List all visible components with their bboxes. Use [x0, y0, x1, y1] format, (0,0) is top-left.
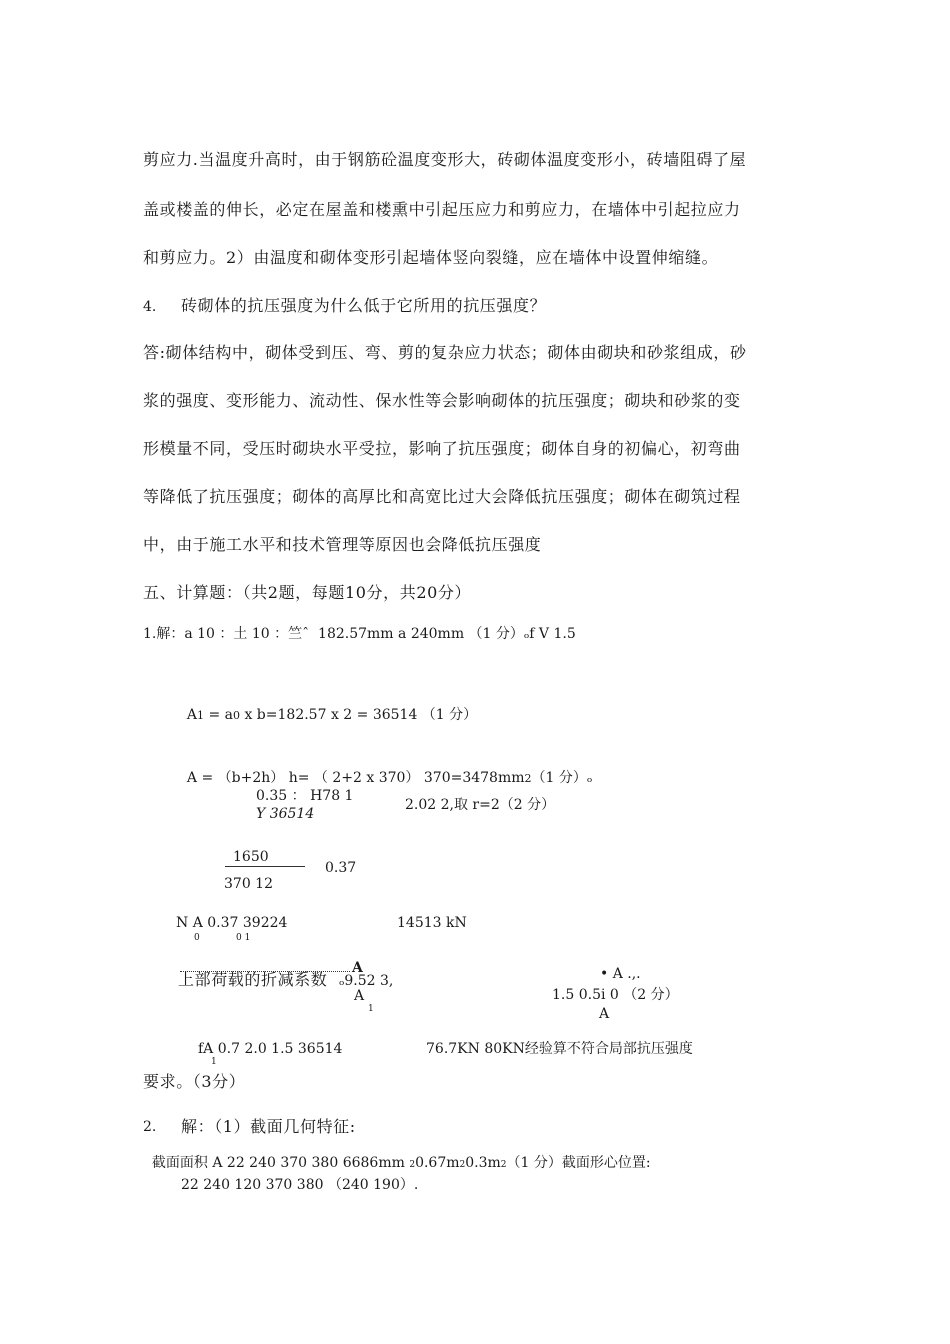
fraction-numerator: 1650: [233, 849, 269, 865]
formula-part: （1 分）ₒ: [531, 770, 593, 786]
calc-line: 1.解：a 10 ：土 10 ：竺ˆ 182.57mm a 240mm （1 分）ₒf V 1.5: [143, 626, 576, 642]
formula-part: 1.5 0.5i 0 （2 分）: [552, 987, 679, 1003]
formula-part: Y 36514: [256, 806, 315, 822]
subscript: 2: [409, 1160, 416, 1170]
formula-part: 14513 kN: [397, 915, 467, 931]
answer-line: 中，由于施工水平和技术管理等原因也会降低抗压强度: [143, 535, 542, 554]
text-line: 剪应力.当温度升高时，由于钢筋砼温度变形大，砖砌体温度变形小，砖墙阻碍了屋: [143, 150, 747, 169]
question-number: 2.: [143, 1119, 157, 1135]
question-number: 4.: [143, 299, 157, 315]
formula-part: fA 0.7 2.0 1.5 36514: [198, 1041, 343, 1057]
subscript: 0: [194, 933, 200, 943]
conclusion-tail: 要求。（3分）: [143, 1072, 246, 1091]
answer-line: 答:砌体结构中，砌体受到压、弯、剪的复杂应力状态；砌体由砌块和砂浆组成，砂: [143, 343, 747, 362]
answer-line: 形模量不同，受压时砌块水平受拉，影响了抗压强度；砌体自身的初偏心，初弯曲: [143, 439, 741, 458]
conclusion: 76.7KN 80KN经验算不符合局部抗压强度: [426, 1041, 693, 1057]
calc-line: [178, 757, 592, 785]
subscript: 2: [459, 1160, 466, 1170]
subscript: 0 1: [236, 933, 251, 943]
answer-line: 等降低了抗压强度；砌体的高厚比和高宽比过大会降低抗压强度；砌体在砌筑过程: [143, 487, 741, 506]
formula-part: （1 分）截面形心位置:: [506, 1155, 651, 1171]
formula-symbol: A: [352, 960, 363, 976]
subscript: 1: [368, 1004, 374, 1014]
formula-part: A: [186, 707, 198, 723]
calc-line: [143, 1142, 651, 1170]
text-line: 和剪应力。2）由温度和砌体变形引起墙体竖向裂缝，应在墙体中设置伸缩缝。: [143, 248, 719, 267]
answer-line: 浆的强度、变形能力、流动性、保水性等会影响砌体的抗压强度；砌块和砂浆的变: [143, 391, 741, 410]
formula-part: 2.02 2,取 r=2（2 分）: [405, 797, 556, 813]
formula-part: x b=182.57 x 2 = 36514 （1 分）: [240, 707, 478, 723]
fraction-denominator: 370 12: [224, 876, 273, 892]
fraction-result: 0.37: [325, 860, 357, 876]
formula-part: A = （b+2h） h= （ 2+2 x 370） 370=3478mm: [186, 770, 525, 786]
subscript: 0: [233, 709, 241, 722]
section-heading: 五、计算题：（共2题，每题10分，共20分）: [143, 583, 472, 602]
formula-part: 截面面积 A 22 240 370 380 6686mm: [151, 1155, 410, 1171]
formula-part: N A 0.37 39224: [176, 915, 288, 931]
subscript: 1: [197, 709, 205, 722]
subscript: 1: [211, 1057, 217, 1067]
formula-part: 0.67m: [415, 1155, 460, 1171]
formula-label: 上部荷载的折减系数: [178, 970, 328, 989]
question-text: 砖砌体的抗压强度为什么低于它所用的抗压强度？: [181, 296, 547, 315]
calc-line: 22 240 120 370 380 （240 190）.: [181, 1177, 419, 1193]
fraction-bar: [225, 866, 305, 867]
subscript: 2: [524, 772, 532, 785]
formula-part: ₒ9.52 3,: [339, 973, 394, 989]
formula-part: = a: [204, 707, 234, 723]
formula-symbol: A: [599, 1006, 610, 1022]
text-line: 盖或楼盖的伸长，必定在屋盖和楼熏中引起压应力和剪应力，在墙体中引起拉应力: [143, 200, 741, 219]
subscript: 2: [500, 1160, 507, 1170]
formula-part: 0.35 ： H78 1: [256, 788, 354, 804]
dotted-rule: [180, 971, 350, 972]
formula-part: 0.3m: [465, 1155, 501, 1171]
formula-part: • A .,.: [600, 966, 641, 982]
formula-symbol: A: [354, 988, 365, 1004]
calc-line: 解：（1）截面几何特征:: [181, 1117, 356, 1136]
calc-line: [178, 694, 477, 722]
